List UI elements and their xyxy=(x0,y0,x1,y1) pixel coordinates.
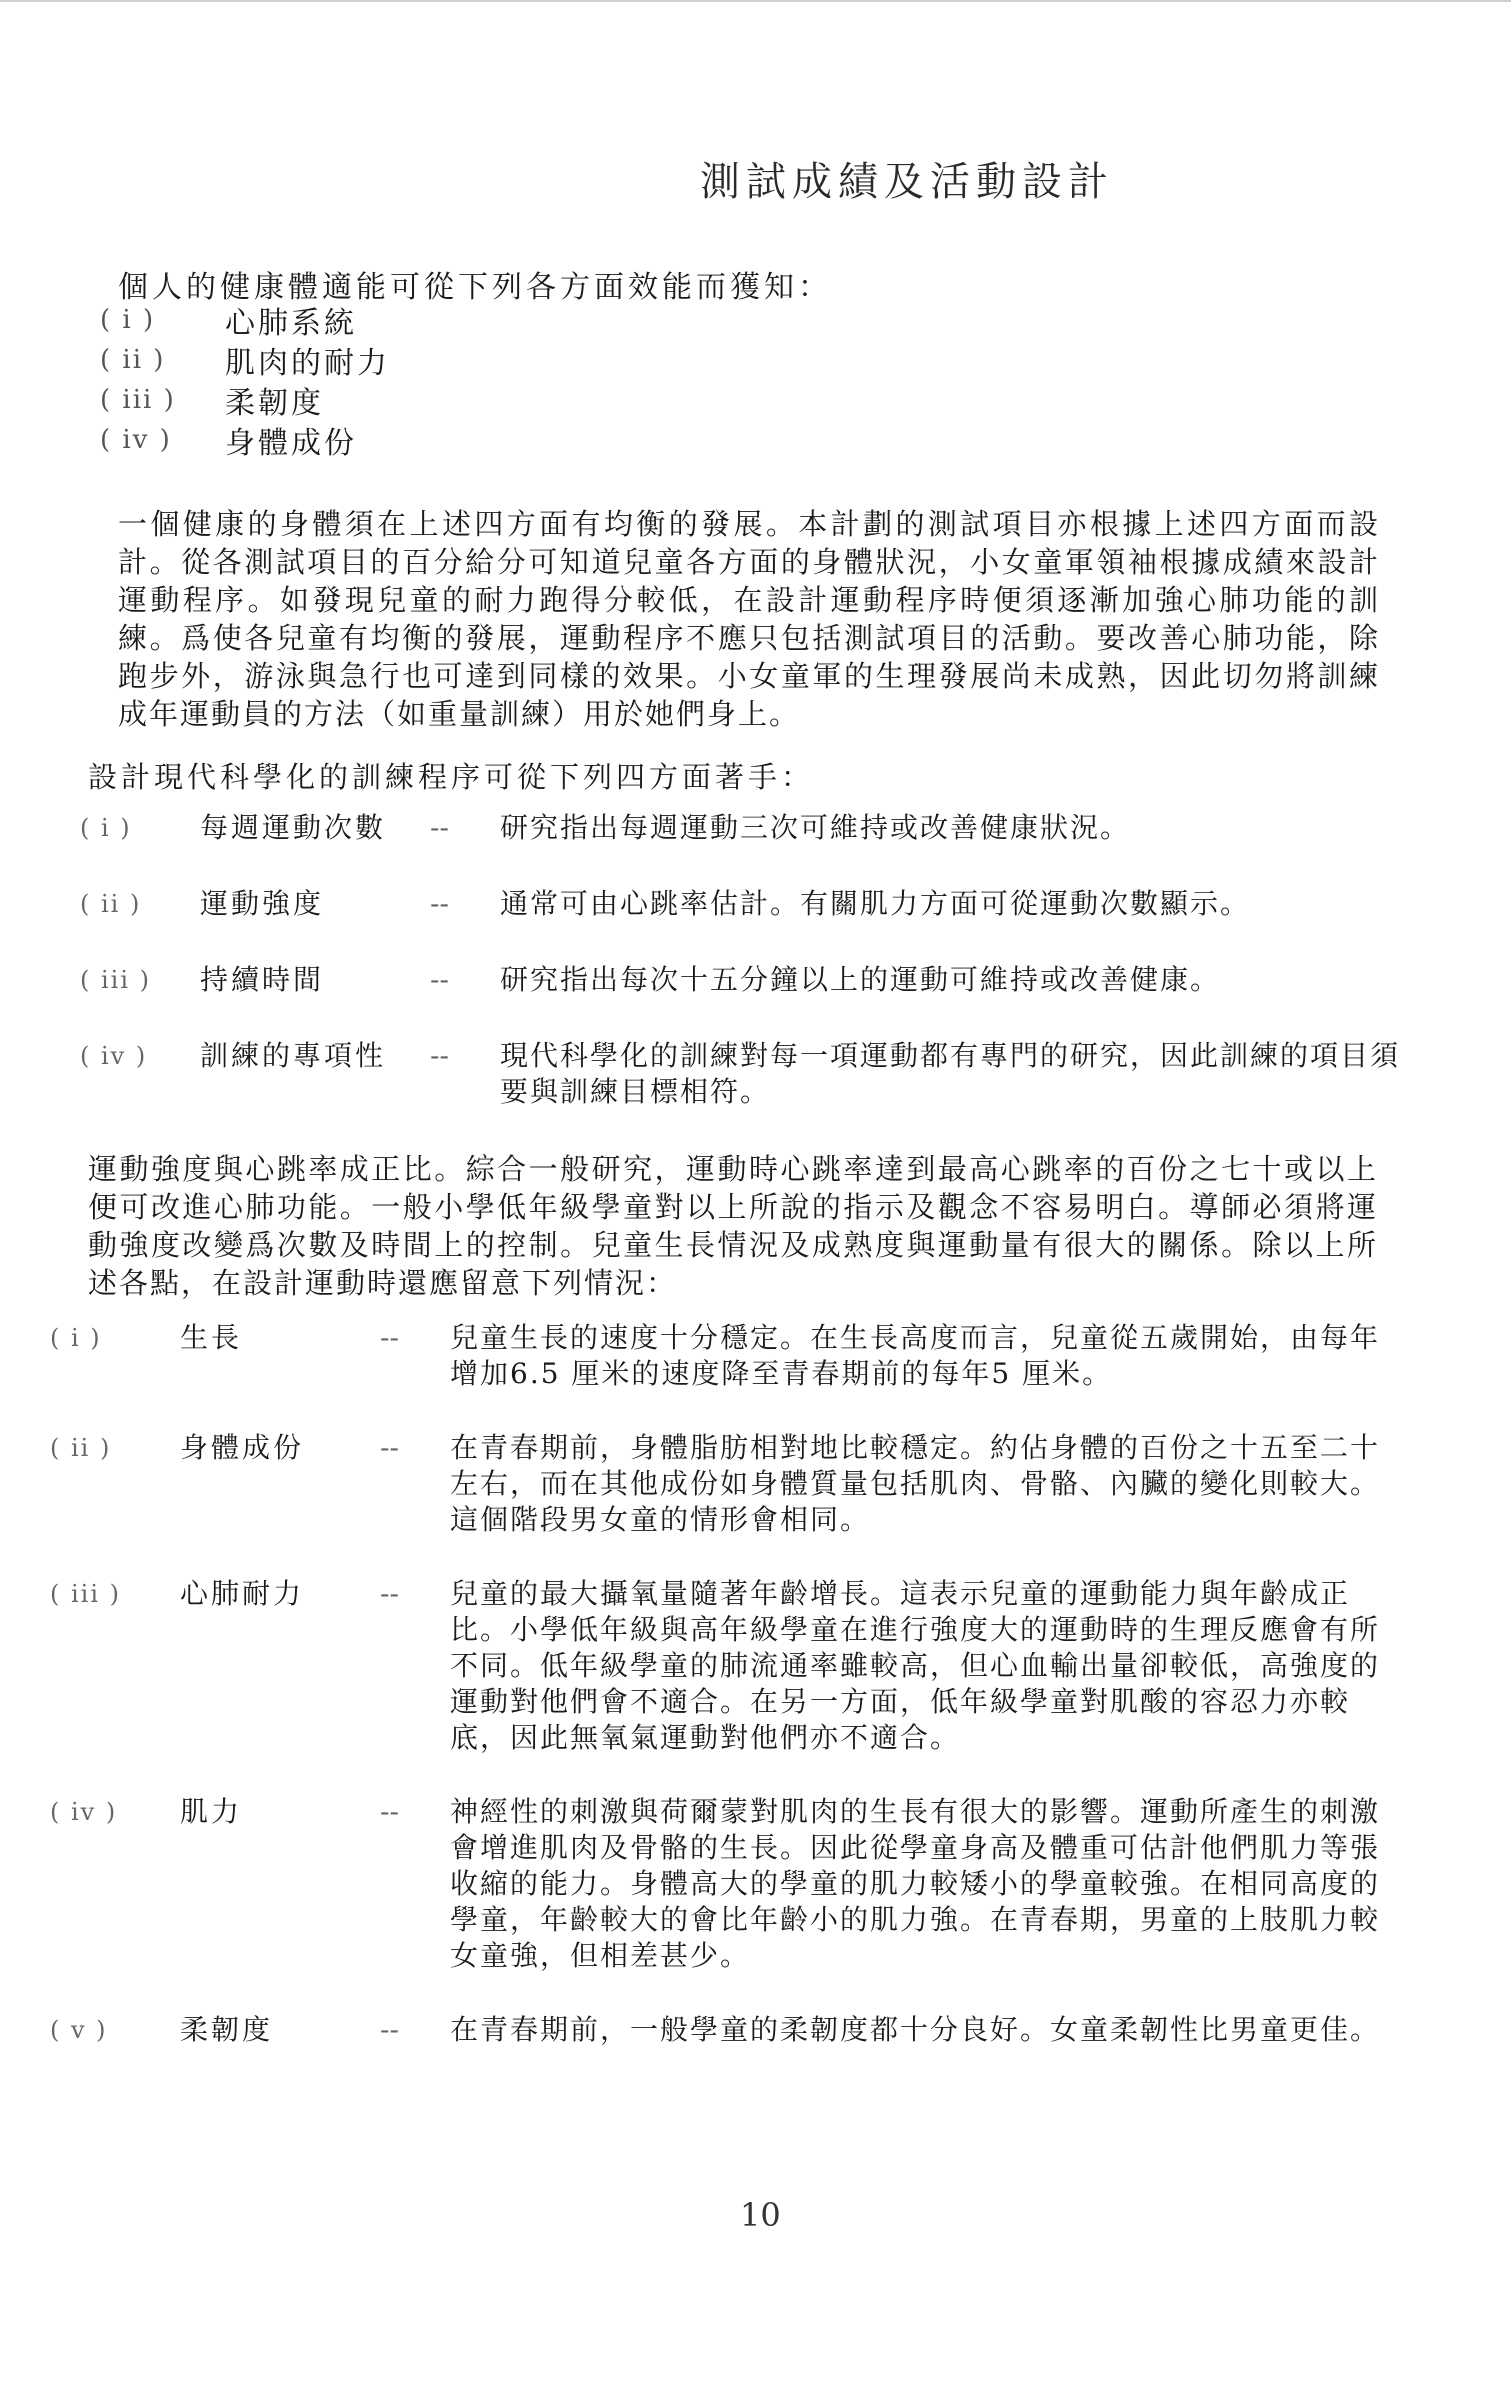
item-number: ( iii ) xyxy=(50,1580,122,1608)
paragraph-balanced-development: 一個健康的身體須在上述四方面有均衡的發展。本計劃的測試項目亦根據上述四方面而設計。從各測試項目的百分給分可知道兒童各方面的身體狀況，小女童軍領袖根據成績來設計運動程序。如發現兒童的耐力跑得分較低，在設計運動程序時便須逐漸加強心肺功能的訓練。爲使各兒童有均衡的發展，運動程序不應只包括測試項目的活動。要改善心肺功能，除跑步外，游泳與急行也可達到同樣的效果。小女童軍的生理發展尚未成熟，因此切勿將訓練成年運動員的方法（如重量訓練）用於她們身上。 xyxy=(118,507,1380,731)
item-number: ( iv ) xyxy=(100,425,172,455)
item-label: 心肺耐力 xyxy=(180,1577,305,1610)
training-intro-text: 設計現代科學化的訓練程序可從下列四方面著手： xyxy=(88,760,815,794)
item-number: ( iv ) xyxy=(80,1042,148,1070)
fitness-components-list xyxy=(100,300,390,460)
list-item xyxy=(50,1576,1380,1756)
item-number: ( iii ) xyxy=(80,966,152,994)
item-dash: -- xyxy=(380,2013,399,2046)
item-dash: -- xyxy=(430,1039,449,1072)
item-label: 生長 xyxy=(180,1321,243,1354)
item-dash: -- xyxy=(380,1577,399,1610)
list-item xyxy=(100,340,390,380)
item-dash: -- xyxy=(380,1431,399,1464)
item-description: 在青春期前，一般學童的柔韌度都十分良好。女童柔韌性比男童更佳。 xyxy=(450,2013,1381,2046)
item-dash: -- xyxy=(380,1321,399,1354)
item-description: 在青春期前，身體脂肪相對地比較穩定。約佔身體的百份之十五至二十左右，而在其他成份如身體質量包括肌肉、骨骼、內臟的變化則較大。這個階段男女童的情形會相同。 xyxy=(450,1431,1381,1536)
item-label: 柔韌度 xyxy=(180,2013,274,2046)
list-item xyxy=(50,1794,1380,1974)
list-item xyxy=(50,2012,1380,2048)
list-item xyxy=(50,1320,1380,1392)
item-description: 兒童生長的速度十分穩定。在生長高度而言，兒童從五歲開始，由每年增加6.5 厘米的速度降至青春期前的每年5 厘米。 xyxy=(450,1321,1381,1390)
item-label: 訓練的專項性 xyxy=(200,1039,387,1072)
item-description: 神經性的刺激與荷爾蒙對肌肉的生長有很大的影響。運動所產生的刺激會增進肌肉及骨骼的生長。因此從學童身高及體重可估計他們肌力等張收縮的能力。身體高大的學童的肌力較矮小的學童較強。在相同高度的學童，年齡較大的會比年齡小的肌力強。在青春期，男童的上肢肌力較女童強，但相差甚少。 xyxy=(450,1795,1381,1972)
paragraph-intensity: 運動強度與心跳率成正比。綜合一般研究，運動時心跳率達到最高心跳率的百份之七十或以上便可改進心肺功能。一般小學低年級學童對以上所說的指示及觀念不容易明白。導師必須將運動強度改變爲次數及時間上的控制。兒童生長情況及成熟度與運動量有很大的關係。除以上所述各點，在設計運動時還應留意下列情況： xyxy=(88,1152,1378,1300)
item-description: 研究指出每次十五分鐘以上的運動可維持或改善健康。 xyxy=(500,963,1221,996)
item-number: ( ii ) xyxy=(100,345,166,375)
item-label: 身體成份 xyxy=(180,1431,305,1464)
item-number: ( iii ) xyxy=(100,385,176,415)
item-text: 心肺系統 xyxy=(225,306,357,341)
page-number: 10 xyxy=(740,2196,781,2234)
list-item xyxy=(100,420,390,460)
item-description: 研究指出每週運動三次可維持或改善健康狀況。 xyxy=(500,811,1131,844)
item-number: ( i ) xyxy=(100,305,156,335)
page-title: 測試成績及活動設計 xyxy=(700,159,1114,205)
item-number: ( i ) xyxy=(80,814,132,842)
item-number: ( i ) xyxy=(50,1324,102,1352)
item-label: 肌力 xyxy=(180,1795,243,1828)
item-dash: -- xyxy=(430,811,449,844)
item-text: 柔韌度 xyxy=(225,386,324,421)
item-label: 持續時間 xyxy=(200,963,325,996)
item-dash: -- xyxy=(380,1795,399,1828)
list-item xyxy=(50,1430,1380,1538)
list-item xyxy=(100,380,390,420)
list-item xyxy=(80,886,1400,922)
item-number: ( iv ) xyxy=(50,1798,118,1826)
scan-edge-line xyxy=(0,0,1511,2)
intro-text: 個人的健康體適能可從下列各方面效能而獲知： xyxy=(118,270,832,305)
item-description: 現代科學化的訓練對每一項運動都有專門的研究，因此訓練的項目須要與訓練目標相符。 xyxy=(500,1039,1401,1108)
growth-considerations-list xyxy=(50,1320,1380,2048)
item-number: ( v ) xyxy=(50,2016,108,2044)
item-text: 肌肉的耐力 xyxy=(225,346,390,381)
item-dash: -- xyxy=(430,963,449,996)
list-item xyxy=(100,300,390,340)
training-principles-list xyxy=(80,810,1400,1110)
item-description: 通常可由心跳率估計。有關肌力方面可從運動次數顯示。 xyxy=(500,887,1251,920)
item-label: 運動強度 xyxy=(200,887,325,920)
list-item xyxy=(80,962,1400,998)
item-text: 身體成份 xyxy=(225,426,357,461)
item-label: 每週運動次數 xyxy=(200,811,387,844)
item-dash: -- xyxy=(430,887,449,920)
item-number: ( ii ) xyxy=(50,1434,112,1462)
list-item xyxy=(80,810,1400,846)
list-item xyxy=(80,1038,1400,1110)
item-number: ( ii ) xyxy=(80,890,142,918)
item-description: 兒童的最大攝氧量隨著年齡增長。這表示兒童的運動能力與年齡成正比。小學低年級與高年級學童在進行強度大的運動時的生理反應會有所不同。低年級學童的肺流通率雖較高，但心血輸出量卻較低，高強度的運動對他們會不適合。在另一方面，低年級學童對肌酸的容忍力亦較底，因此無氧氣運動對他們亦不適合。 xyxy=(450,1577,1381,1754)
